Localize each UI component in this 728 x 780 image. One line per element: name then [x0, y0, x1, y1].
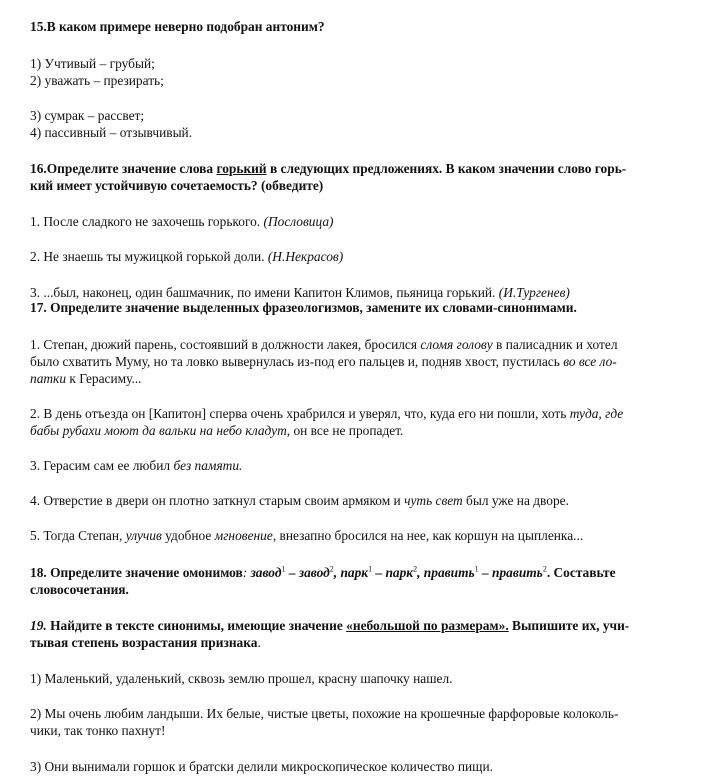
q16-s2-source: (Н.Некрасов) — [267, 249, 344, 264]
q17-idiom: чуть свет — [404, 493, 463, 508]
q17-sentence-2-line1 — [30, 405, 702, 422]
q18-homonym: парк — [340, 565, 369, 580]
q18-homonym: завод — [298, 565, 330, 580]
q17-sentence-1-line2 — [30, 353, 702, 370]
q17-text: к Герасиму... — [66, 371, 142, 386]
q16-s1-source: (Пословица) — [263, 214, 334, 229]
q18-sup: 2 — [329, 564, 334, 574]
q19-key-phrase: «небольшой по размерам». — [346, 618, 509, 633]
q17-sentence-2-line2 — [30, 422, 702, 439]
q17-text: 5. Тогда Степан, — [30, 528, 126, 543]
q18-sup: 2 — [413, 564, 418, 574]
q17-idiom: улучив — [125, 528, 162, 543]
q16-title-part: 16.Определите значение слова — [30, 161, 217, 176]
q15-title: 15.В каком примере неверно подобран антоним? — [30, 19, 325, 34]
q17-text: , внезапно бросился на нее, как коршун на цыпленка... — [272, 528, 584, 543]
q19-title-part: тывая степень возрастания признака — [30, 635, 258, 650]
q18-title-line2: словосочетания. — [30, 582, 129, 597]
q17-text: 2. В день отъезда он [Капитон] сперва очень храбрился и уверял, что, куда его ни пошли, хоть — [30, 406, 570, 421]
q18-homonym: завод — [250, 565, 282, 580]
q17-idiom: во все ло- — [563, 354, 617, 369]
q17-sentence-5 — [30, 527, 702, 544]
q16-sentence-1 — [30, 213, 702, 230]
q19-sentence-2-line1: 2) Мы очень любим ландыши. Их белые, чистые цветы, похожие на крошечные фарфоровые колоколь- — [30, 706, 619, 721]
q17-idiom: патки — [30, 371, 67, 386]
q16-title-line2: кий имеет устойчивую сочетаемость? (обведите) — [30, 178, 324, 193]
q16-keyword: горький — [216, 161, 267, 176]
q18-sup: 2 — [542, 564, 547, 574]
q17-idiom: без памяти. — [173, 458, 243, 473]
q17-text: был уже на дворе. — [462, 493, 569, 508]
q17-text: удобное — [161, 528, 215, 543]
q18-sup: 1 — [281, 564, 286, 574]
q16-sentence-2 — [30, 248, 702, 265]
q16-s3-text: 3. ...был, наконец, один башмачник, по имени Капитон Климов, пьяница горький. — [30, 285, 499, 300]
q17-text: в палисадник и хотел — [492, 337, 618, 352]
q18-homonym: парк — [385, 565, 414, 580]
q17-idiom: туда, где — [569, 406, 624, 421]
q16-s1-text: 1. После сладкого не захочешь горького. — [30, 214, 264, 229]
q18-colon: : — [242, 565, 251, 580]
q17-text: было схватить Муму, но та ловко вывернулась из-под его пальцев и, подняв хвост, пустилась — [30, 354, 564, 369]
q18-title-part: 18. Определите значение омонимов — [30, 565, 243, 580]
q15-option-2: 2) уважать – презирать; — [30, 73, 164, 88]
q19-sentence-1: 1) Маленький, удаленький, сквозь землю прошел, красну шапочку нашел. — [30, 671, 453, 686]
q19-number: 19. — [30, 618, 47, 633]
q15-option-3: 3) сумрак – рассвет; — [30, 108, 145, 123]
q17-sentence-4 — [30, 492, 702, 509]
q18-homonym: править — [492, 565, 543, 580]
q17-text: , он все не пропадет. — [286, 423, 404, 438]
q19-title — [30, 617, 702, 634]
q18-sup: 1 — [474, 564, 479, 574]
q18-title — [30, 564, 702, 581]
q15-option-1: 1) Учтивый – грубый; — [30, 56, 155, 71]
q18-homonym: править — [423, 565, 475, 580]
q19-title-period: . — [257, 635, 261, 650]
q16-s2-text: 2. Не знаешь ты мужицкой горькой доли. — [30, 249, 268, 264]
q17-sentence-1-line3 — [30, 370, 702, 387]
q17-idiom: мгновение — [214, 528, 273, 543]
q17-text: 1. Степан, дюжий парень, состоявший в должности лакея, бросился — [30, 337, 421, 352]
q18-title-part: . Составьте — [546, 565, 616, 580]
q18-dash: – — [478, 565, 492, 580]
q15-option-4: 4) пассивный – отзывчивый. — [30, 125, 193, 140]
q17-text: 3. Герасим сам ее любил — [30, 458, 174, 473]
q16-s3-source: (И.Тургенев) — [498, 285, 570, 300]
q16-title — [30, 160, 702, 177]
q18-dash: – — [372, 565, 386, 580]
q17-idiom: сломя голову — [420, 337, 493, 352]
q17-title: 17. Определите значение выделенных фразеологизмов, замените их словами-синонимами. — [30, 300, 577, 315]
q17-sentence-1-line1 — [30, 336, 702, 353]
q18-sup: 1 — [368, 564, 373, 574]
q19-title-line2 — [30, 634, 702, 651]
q16-title-part: в следующих предложениях. В каком значении слово горь- — [266, 161, 627, 176]
q18-comma: , — [333, 565, 341, 580]
q19-sentence-3: 3) Они вынимали горшок и братски делили микроскопическое количество пищи. — [30, 759, 493, 774]
q19-sentence-2-line2: чики, так тонко пахнут! — [30, 723, 166, 738]
q17-sentence-3 — [30, 457, 702, 474]
q18-dash: – — [285, 565, 299, 580]
q18-comma: , — [417, 565, 424, 580]
q17-idiom: бабы рубахи моют да вальки на небо кладут — [30, 423, 287, 438]
q19-title-part: Найдите в тексте синонимы, имеющие значение — [46, 618, 347, 633]
q17-text: 4. Отверстие в двери он плотно заткнул старым своим армяком и — [30, 493, 405, 508]
q19-title-part: Выпишите их, учи- — [508, 618, 630, 633]
